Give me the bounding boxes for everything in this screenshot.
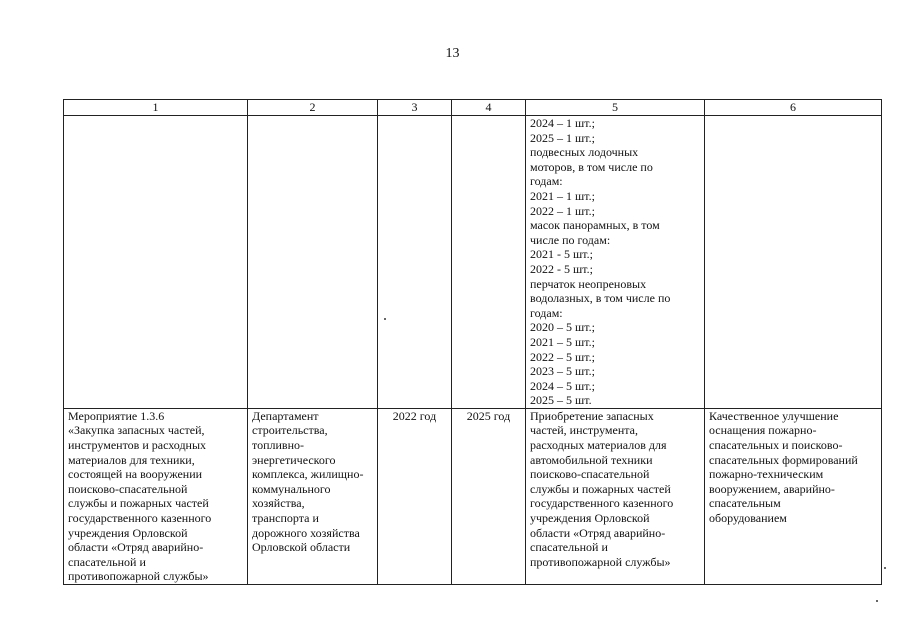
- text-line: частей, инструмента,: [530, 423, 638, 438]
- continuation-quantities: [530, 116, 700, 408]
- column-header-5: 5: [526, 100, 705, 116]
- text-line: противопожарной службы»: [68, 569, 209, 584]
- text-line: спасательным: [709, 496, 781, 511]
- text-line: оборудованием: [709, 511, 787, 526]
- scan-speck: [876, 600, 878, 602]
- event-title: [68, 409, 243, 584]
- text-line: вооружением, аварийно-: [709, 481, 835, 496]
- text-line: топливно-: [252, 438, 305, 453]
- text-line: транспорта и: [252, 511, 319, 526]
- text-line: 2022 - 5 шт.;: [530, 261, 593, 276]
- text-line: поисково-спасательной: [68, 481, 188, 496]
- text-line: области «Отряд аварийно-: [68, 540, 204, 555]
- scan-speck: [884, 567, 886, 569]
- event-title-cell: [64, 408, 248, 584]
- start-year: 2022 год: [392, 408, 437, 423]
- text-line: службы и пожарных частей: [530, 481, 671, 496]
- text-line: спасательных и поисково-: [709, 438, 843, 453]
- text-line: 2025 – 1 шт.;: [530, 130, 595, 145]
- text-line: числе по годам:: [530, 232, 611, 247]
- text-line: комплекса, жилищно-: [252, 467, 364, 482]
- continuation-cell-4: [452, 116, 526, 409]
- responsible-cell: [248, 408, 378, 584]
- result-cell: [705, 408, 882, 584]
- text-line: Приобретение запасных: [530, 408, 654, 423]
- continuation-cell-6: [705, 116, 882, 409]
- text-line: перчаток неопреновых: [530, 276, 647, 291]
- event-description: [530, 409, 700, 570]
- text-line: автомобильной техники: [530, 452, 653, 467]
- column-header-2: 2: [248, 100, 378, 116]
- text-line: 2022 – 5 шт.;: [530, 349, 595, 364]
- continuation-cell-3: [378, 116, 452, 409]
- text-line: 2020 – 5 шт.;: [530, 320, 595, 335]
- text-line: 2021 – 5 шт.;: [530, 334, 595, 349]
- page-number: 13: [445, 46, 460, 61]
- continuation-cell-1: [64, 116, 248, 409]
- text-line: хозяйства,: [252, 496, 305, 511]
- text-line: спасательной и: [530, 540, 608, 555]
- text-line: государственного казенного: [530, 496, 674, 511]
- text-line: учреждения Орловской: [530, 511, 650, 526]
- column-header-3: 3: [378, 100, 452, 116]
- text-line: области «Отряд аварийно-: [530, 525, 666, 540]
- text-line: 2021 - 5 шт.;: [530, 247, 593, 262]
- column-header-1: 1: [64, 100, 248, 116]
- text-line: службы и пожарных частей: [68, 496, 209, 511]
- text-line: водолазных, в том числе по: [530, 291, 671, 306]
- text-line: пожарно-техническим: [709, 467, 824, 482]
- text-line: подвесных лодочных: [530, 145, 639, 160]
- text-line: дорожного хозяйства: [252, 525, 360, 540]
- text-line: спасательной и: [68, 554, 146, 569]
- text-line: Департамент: [252, 408, 319, 423]
- event-row: [64, 408, 882, 584]
- text-line: «Закупка запасных частей,: [68, 423, 205, 438]
- text-line: масок панорамных, в том: [530, 218, 660, 233]
- scan-speck: [384, 318, 386, 320]
- text-line: годам:: [530, 174, 563, 189]
- text-line: 2024 – 1 шт.;: [530, 116, 595, 130]
- text-line: 2025 – 5 шт.: [530, 393, 592, 408]
- text-line: строительства,: [252, 423, 328, 438]
- column-header-4: 4: [452, 100, 526, 116]
- text-line: материалов для техники,: [68, 452, 195, 467]
- text-line: 2023 – 5 шт.;: [530, 364, 595, 379]
- end-year: 2025 год: [466, 408, 511, 423]
- text-line: противопожарной службы»: [530, 554, 671, 569]
- column-header-6: 6: [705, 100, 882, 116]
- text-line: коммунального: [252, 481, 331, 496]
- text-line: учреждения Орловской: [68, 525, 188, 540]
- measures-table: [63, 99, 882, 585]
- continuation-row: [64, 116, 882, 409]
- text-line: поисково-спасательной: [530, 467, 650, 482]
- responsible-executor: [252, 409, 373, 555]
- text-line: 2021 – 1 шт.;: [530, 188, 595, 203]
- text-line: государственного казенного: [68, 511, 212, 526]
- text-line: годам:: [530, 305, 563, 320]
- text-line: расходных материалов для: [530, 438, 667, 453]
- text-line: 2022 – 1 шт.;: [530, 203, 595, 218]
- text-line: 2024 – 5 шт.;: [530, 378, 595, 393]
- text-line: Качественное улучшение: [709, 408, 839, 423]
- continuation-cell-2: [248, 116, 378, 409]
- expected-result: [709, 409, 877, 526]
- text-line: моторов, в том числе по: [530, 159, 653, 174]
- description-cell: [526, 408, 705, 584]
- continuation-cell-5: [526, 116, 705, 409]
- end-year-cell: [452, 408, 526, 584]
- text-line: Орловской области: [252, 540, 351, 555]
- text-line: оснащения пожарно-: [709, 423, 817, 438]
- text-line: состоящей на вооружении: [68, 467, 203, 482]
- text-line: Мероприятие 1.3.6: [68, 408, 165, 423]
- table-header-row: [64, 100, 882, 116]
- start-year-cell: [378, 408, 452, 584]
- text-line: спасательных формирований: [709, 452, 858, 467]
- text-line: энергетического: [252, 452, 336, 467]
- text-line: инструментов и расходных: [68, 438, 207, 453]
